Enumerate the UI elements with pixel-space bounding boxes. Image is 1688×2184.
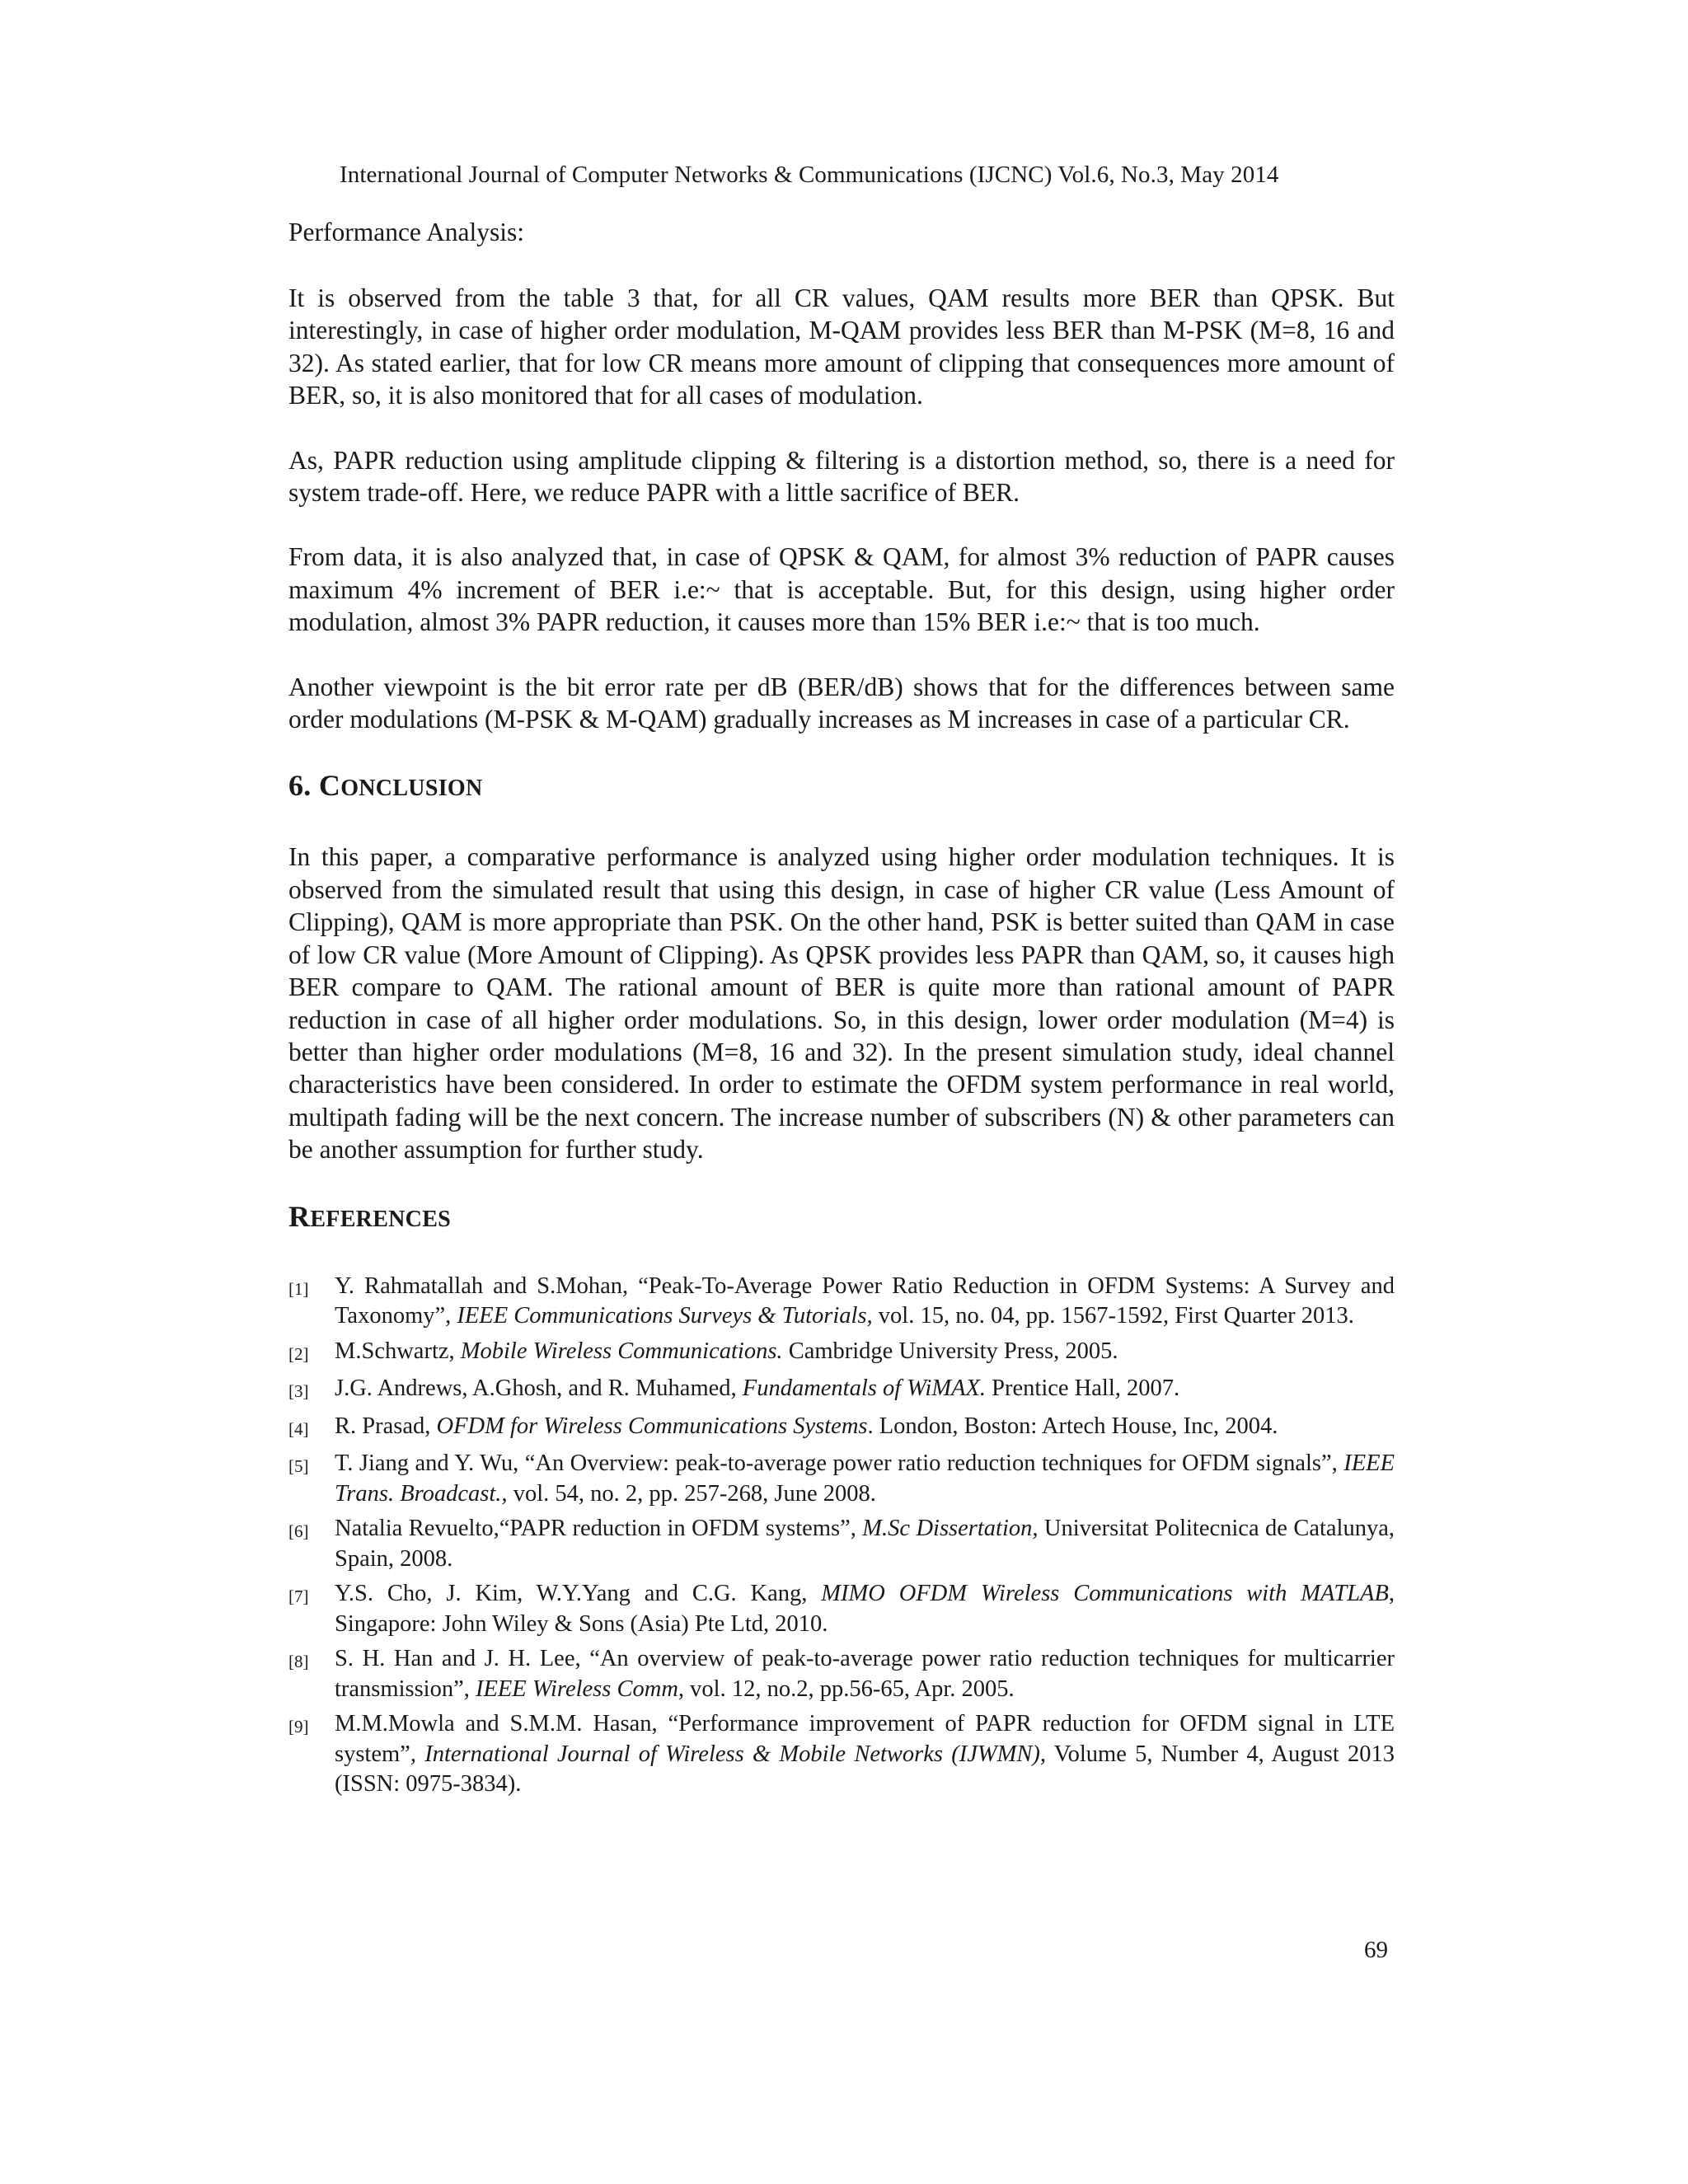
reference-venue: IEEE Communications Surveys & Tutorials, bbox=[457, 1303, 873, 1329]
reference-number: [3] bbox=[288, 1381, 309, 1402]
conclusion-paragraph: In this paper, a comparative performance is analyzed using higher order modulation techniques. It is observed from the simulated result that using this design, in case of higher CR value (Less Amount of Clipping), QAM is more appropriate than PSK. On the other hand, PSK is better suited than QAM in case of low CR value (More Amount of Clipping). As QPSK provides less PAPR than QAM, so, it causes high BER compare to QAM. The rational amount of BER is quite more than rational amount of PAPR reduction in case of all higher order modulations. So, in this design, lower order modulation (M=4) is better than higher order modulations (M=8, 16 and 32). In the present simulation study, ideal channel characteristics have been considered. In order to estimate the OFDM system performance in real world, multipath fading will be the next concern. The increase number of subscribers (N) & other parameters can be another assumption for further study. bbox=[288, 842, 1395, 1165]
reference-item bbox=[288, 1709, 1395, 1800]
reference-item bbox=[288, 1644, 1395, 1704]
references-heading-rest: EFERENCES bbox=[310, 1206, 452, 1232]
reference-item bbox=[288, 1514, 1395, 1574]
reference-item bbox=[288, 1579, 1395, 1639]
performance-paragraph-1: It is observed from the table 3 that, for all CR values, QAM results more BER than QPSK. But interestingly, in case of higher order modulation, M-QAM provides less BER than M-PSK (M=8, 16 and 32). As stated earlier, that for low CR means more amount of clipping that consequences more amount of BER, so, it is also monitored that for all cases of modulation. bbox=[288, 284, 1395, 410]
reference-item bbox=[288, 1374, 1395, 1407]
reference-text: S. H. Han and J. H. Lee, “An overview of peak-to-average power ratio reduction techniques for multicarrier transmission”, IEEE Wireless Comm, vol. 12, no.2, pp.56-65, Apr. 2005. bbox=[335, 1646, 1395, 1702]
running-header: International Journal of Computer Networks & Communications (IJCNC) Vol.6, No.3, May 2014 bbox=[340, 162, 1279, 188]
reference-text: Y.S. Cho, J. Kim, W.Y.Yang and C.G. Kang, MIMO OFDM Wireless Communications with MATLAB, Singapore: John Wiley & Sons (Asia) Pte Ltd, 2010. bbox=[335, 1581, 1395, 1637]
reference-number: [7] bbox=[288, 1586, 309, 1607]
reference-text: T. Jiang and Y. Wu, “An Overview: peak-to-average power ratio reduction techniques for OFDM signals”, IEEE Trans. Broadcast., vol. 54, no. 2, pp. 257-268, June 2008. bbox=[335, 1451, 1395, 1507]
reference-number: [4] bbox=[288, 1418, 309, 1439]
reference-item bbox=[288, 1272, 1395, 1332]
reference-number: [6] bbox=[288, 1521, 309, 1542]
reference-number: [8] bbox=[288, 1652, 309, 1672]
reference-venue: M.Sc Dissertation, bbox=[862, 1516, 1039, 1542]
page-number: 69 bbox=[1364, 1937, 1388, 1963]
reference-text: M.Schwartz, Mobile Wireless Communications. Cambridge University Press, 2005. bbox=[335, 1338, 1118, 1364]
performance-paragraph-2: As, PAPR reduction using amplitude clipping & filtering is a distortion method, so, there is a need for system trade-off. Here, we reduce PAPR with a little sacrifice of BER. bbox=[288, 445, 1395, 508]
reference-venue: Fundamentals of WiMAX. bbox=[742, 1376, 987, 1402]
reference-venue: Mobile Wireless Communications. bbox=[460, 1338, 783, 1364]
reference-number: [2] bbox=[288, 1343, 309, 1364]
references-heading bbox=[288, 1197, 1395, 1239]
reference-venue: International Journal of Wireless & Mobile Networks (IJWMN), bbox=[424, 1741, 1046, 1767]
reference-list bbox=[288, 1272, 1395, 1800]
reference-text: R. Prasad, OFDM for Wireless Communications Systems. London, Boston: Artech House, Inc, 2004. bbox=[335, 1413, 1278, 1439]
reference-venue: IEEE Trans. Broadcast., bbox=[335, 1451, 1395, 1507]
performance-paragraph-3: From data, it is also analyzed that, in case of QPSK & QAM, for almost 3% reduction of PAPR causes maximum 4% increment of BER i.e:~ that is acceptable. But, for this design, using higher order modulation, almost 3% PAPR reduction, it causes more than 15% BER i.e:~ that is too much. bbox=[288, 542, 1395, 637]
reference-number: [1] bbox=[288, 1278, 309, 1299]
reference-item bbox=[288, 1412, 1395, 1445]
reference-text: M.M.Mowla and S.M.M. Hasan, “Performance improvement of PAPR reduction for OFDM signal in LTE system”, International Journal of Wireless & Mobile Networks (IJWMN), Volume 5, Number 4, August 2013 (ISSN: 0975-3834). bbox=[335, 1711, 1395, 1797]
performance-paragraph-4: Another viewpoint is the bit error rate per dB (BER/dB) shows that for the differences between same order modulations (M-PSK & M-QAM) gradually increases as M increases in case of a particular CR. bbox=[288, 672, 1395, 734]
reference-venue: MIMO OFDM Wireless Communications with MATLAB bbox=[821, 1581, 1389, 1607]
reference-number: [9] bbox=[288, 1717, 309, 1737]
performance-analysis-subheading: Performance Analysis: bbox=[288, 218, 525, 246]
reference-text: Natalia Revuelto,“PAPR reduction in OFDM systems”, M.Sc Dissertation, Universitat Politecnica de Catalunya, Spain, 2008. bbox=[335, 1516, 1395, 1572]
reference-item bbox=[288, 1449, 1395, 1509]
reference-text: J.G. Andrews, A.Ghosh, and R. Muhamed, Fundamentals of WiMAX. Prentice Hall, 2007. bbox=[335, 1376, 1180, 1402]
reference-number: [5] bbox=[288, 1456, 309, 1477]
conclusion-heading bbox=[288, 766, 1395, 808]
reference-text: Y. Rahmatallah and S.Mohan, “Peak-To-Average Power Ratio Reduction in OFDM Systems: A Survey and Taxonomy”, IEEE Communications Surveys & Tutorials, vol. 15, no. 04, pp. 1567-1592, First Quarter 2013. bbox=[335, 1272, 1395, 1329]
reference-item bbox=[288, 1337, 1395, 1370]
reference-venue: OFDM for Wireless Communications Systems bbox=[436, 1413, 868, 1439]
conclusion-heading-number: 6. C bbox=[288, 769, 341, 803]
page-content bbox=[288, 216, 1395, 1805]
conclusion-heading-rest: ONCLUSION bbox=[340, 776, 483, 802]
reference-venue: IEEE Wireless Comm, bbox=[476, 1675, 685, 1702]
references-heading-initial: R bbox=[288, 1199, 311, 1233]
